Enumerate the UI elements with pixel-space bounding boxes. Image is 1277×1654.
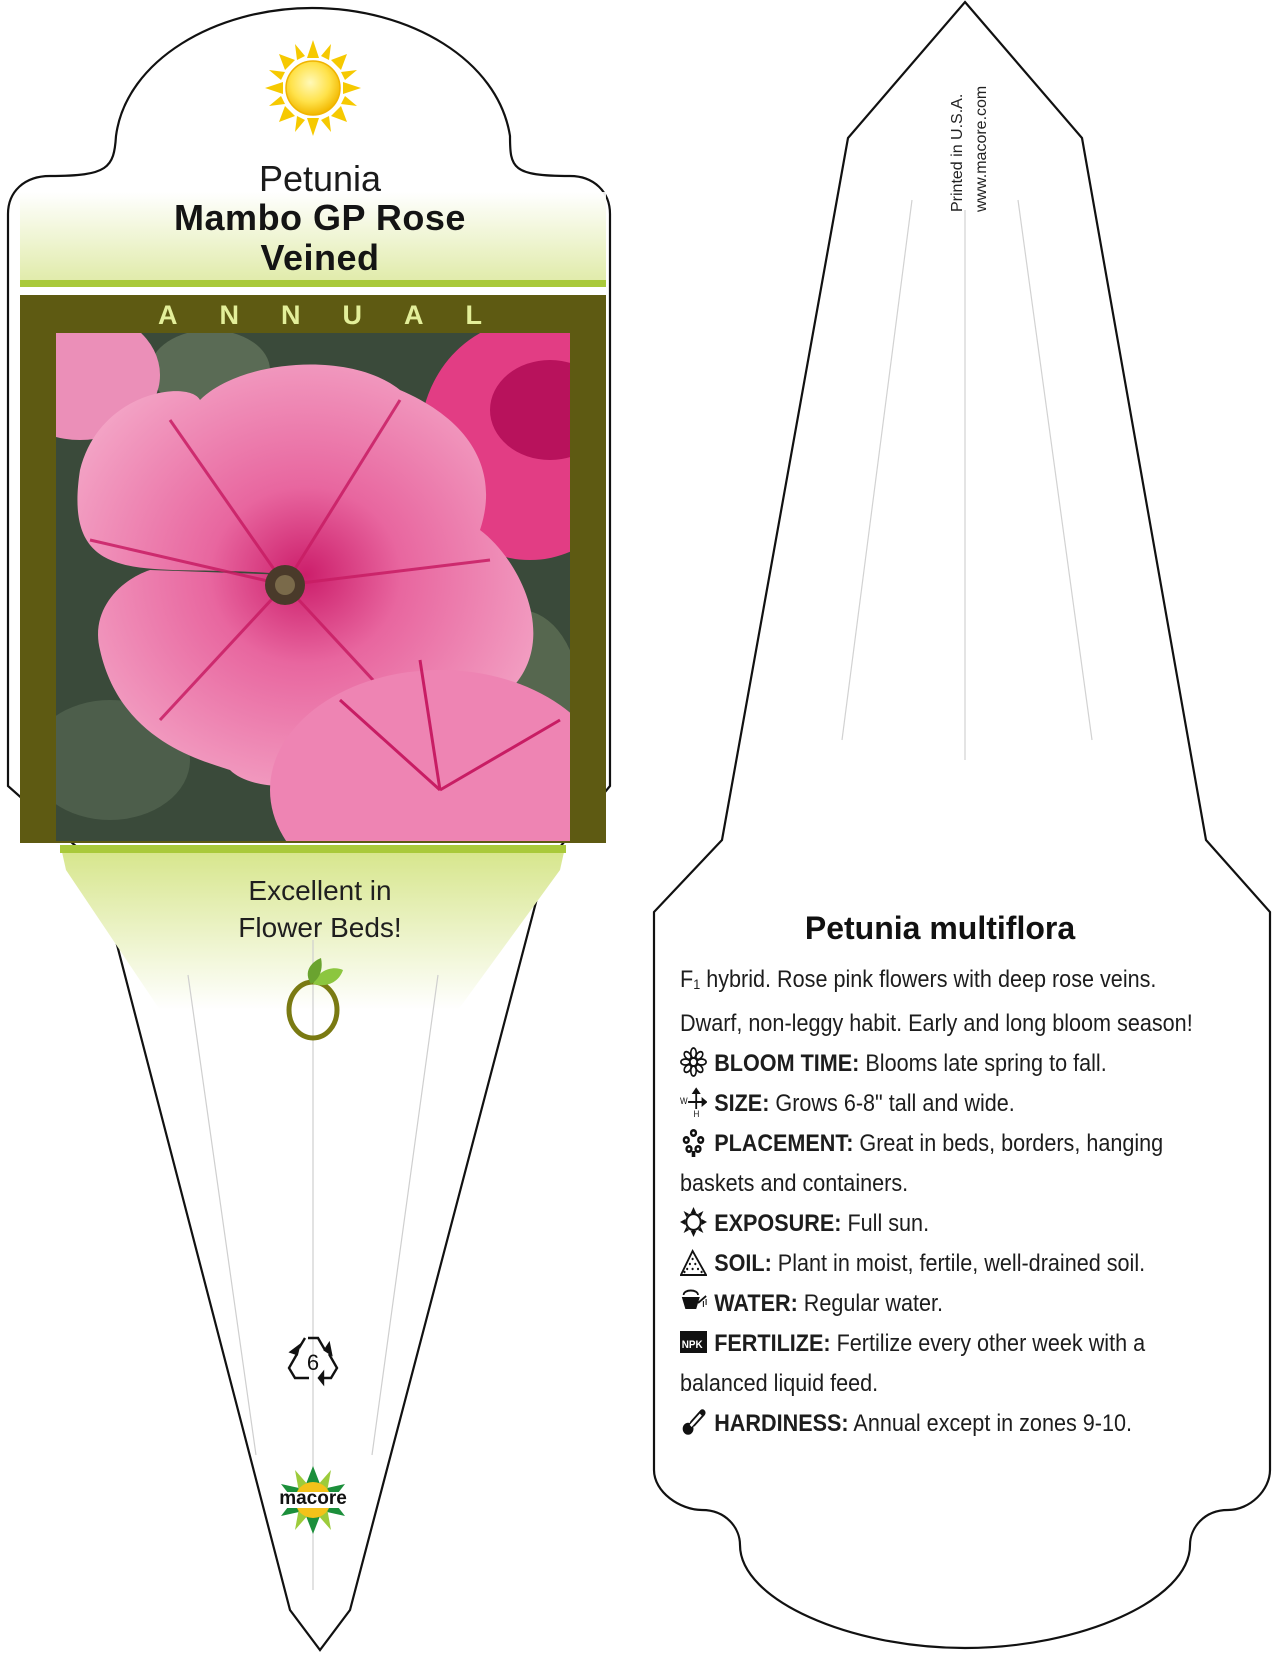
petunia-photo bbox=[0, 310, 640, 910]
row-size: W H SIZE: Grows 6-8" tall and wide. bbox=[680, 1084, 1211, 1124]
tagline-line-1: Excellent in bbox=[248, 875, 392, 906]
botanical-name: Petunia multiflora bbox=[804, 910, 1076, 946]
row-water: WATER: Regular water. bbox=[680, 1284, 1211, 1324]
printed-line-2: www.macore.com bbox=[973, 85, 990, 212]
npk-icon bbox=[680, 1327, 707, 1357]
variety-line-1: Mambo GP Rose bbox=[174, 197, 466, 238]
size-arrows-icon bbox=[680, 1087, 707, 1117]
tagline bbox=[165, 872, 475, 946]
svg-text:H: H bbox=[693, 1108, 700, 1117]
sun-outline-icon bbox=[680, 1207, 707, 1237]
row-soil: SOIL: Plant in moist, fertile, well-drained soil. bbox=[680, 1244, 1211, 1284]
row-fertilize: NPK FERTILIZE: Fertilize every other week with a balanced liquid feed. bbox=[680, 1324, 1211, 1404]
tagline-line-2: Flower Beds! bbox=[238, 912, 402, 943]
plant-type-label: ANNUAL bbox=[158, 300, 524, 330]
brand-wordmark: macore bbox=[279, 1488, 347, 1509]
printed-in-usa bbox=[940, 42, 1000, 222]
variety-name bbox=[20, 198, 620, 278]
printed-line-1: Printed in U.S.A. bbox=[949, 93, 966, 212]
soil-mound-icon bbox=[680, 1247, 707, 1277]
flower-outline-icon bbox=[680, 1047, 707, 1077]
row-hardiness: HARDINESS: Annual except in zones 9-10. bbox=[680, 1404, 1211, 1444]
thermometer-icon bbox=[680, 1407, 707, 1437]
row-bloom-time: BLOOM TIME: Blooms late spring to fall. bbox=[680, 1044, 1211, 1084]
recycle-code: 6 bbox=[306, 1350, 320, 1375]
row-exposure: EXPOSURE: Full sun. bbox=[680, 1204, 1211, 1244]
svg-text:W: W bbox=[680, 1095, 688, 1107]
sun-icon bbox=[265, 40, 361, 136]
watering-can-icon bbox=[680, 1287, 707, 1317]
genus-name: Petunia bbox=[258, 158, 382, 199]
row-placement: PLACEMENT: Great in beds, borders, hanging baskets and containers. bbox=[680, 1124, 1211, 1204]
svg-text:NPK: NPK bbox=[681, 1339, 703, 1352]
placement-flowers-icon bbox=[680, 1127, 707, 1157]
description: F1 hybrid. Rose pink flowers with deep rose veins. Dwarf, non-leggy habit. Early and long bloom season! bbox=[680, 966, 1193, 1037]
care-info bbox=[680, 960, 1211, 1444]
variety-line-2: Veined bbox=[260, 237, 380, 278]
